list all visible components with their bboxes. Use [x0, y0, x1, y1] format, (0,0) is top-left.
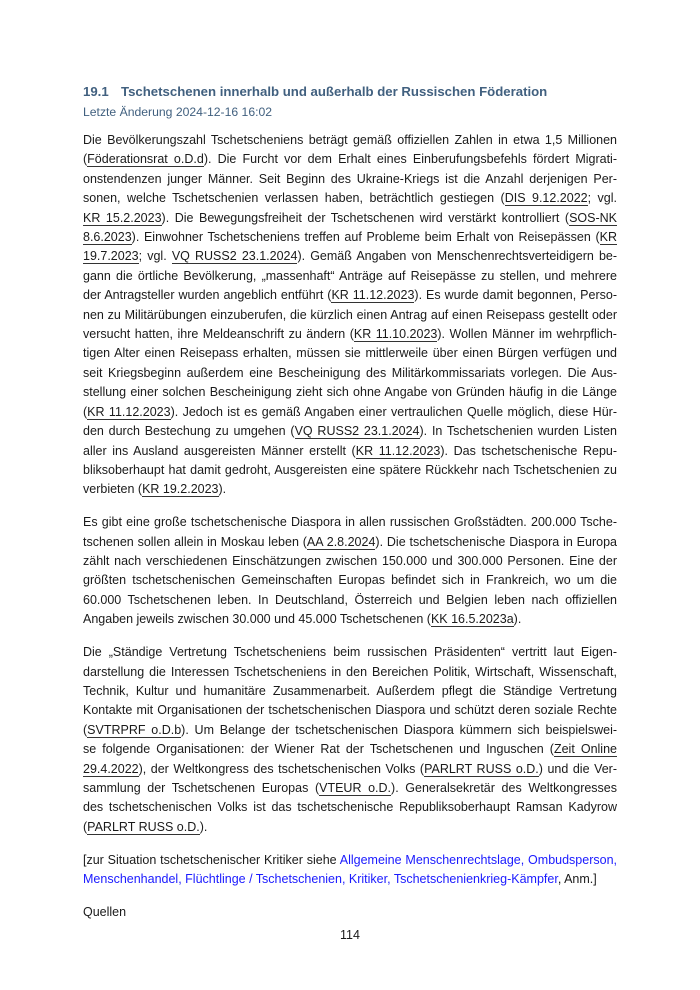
text-line [83, 228, 617, 247]
section-number: 19.1 [83, 84, 109, 99]
paragraph [83, 643, 617, 837]
citation-link[interactable]: KR 11.10.2023 [353, 327, 438, 342]
text-segment: ). Jedoch ist es gemäß Angaben einer vertraulichen Quelle möglich, diese Hür- [170, 404, 617, 419]
text-segment: ). [513, 612, 522, 627]
text-segment: ). [199, 819, 208, 834]
text-segment: Kontakte mit Organisationen der tschetschenischen Diaspora und schützt deren soziale Rechte [83, 703, 617, 718]
text-segment: ) und die Ver- [538, 761, 617, 776]
text-segment: se folgende Organisationen: der Wiener Rat der Tschetschenen und Inguschen ( [83, 742, 554, 757]
text-segment: versucht hatten, ihre Meldeanschrift zu ändern ( [83, 327, 354, 342]
text-line [83, 480, 617, 499]
section-heading [83, 82, 617, 102]
text-segment: ), der Weltkongress des tschetschenischen Volks ( [138, 761, 425, 776]
text-segment: Es gibt eine große tschetschenische Diaspora in allen russischen Großstädten. 200.000 Tsche- [83, 515, 617, 530]
citation-link[interactable]: SOS-NK [569, 210, 617, 225]
text-segment: ). Generalsekretär des Weltkongresses [391, 781, 618, 795]
page-number: 114 [340, 928, 360, 942]
text-segment: ; vgl. [138, 249, 172, 264]
document-page [83, 82, 617, 922]
citation-link[interactable]: Föderationsrat o.D.d [87, 152, 204, 167]
text-line [83, 682, 617, 701]
text-segment: sonen, welche Tschetschenien verlassen haben, beträchtlich gestiegen ( [83, 191, 505, 206]
text-line [83, 422, 617, 441]
text-segment: Die „Ständige Vertretung Tschetscheniens beim russischen Präsidenten“ vertritt laut Eigen- [83, 645, 617, 660]
text-line [83, 306, 617, 325]
text-segment: ( [83, 404, 88, 419]
text-segment: gann die örtliche Bevölkerung, „massenhaft“ Anträge auf Reisepässe zu stellen, und mehrere [83, 268, 617, 283]
text-segment: seit Kriegsbeginn außerdem eine Bescheinigung des Militärkommissariats vorlegen. Die Aus- [83, 365, 617, 380]
text-segment: ). Einwohner Tschetscheniens treffen auf Probleme beim Erhalt von Reisepässen ( [131, 230, 600, 245]
paragraph [83, 513, 617, 629]
text-segment: tigen Alter einen Reisepass erhalten, müssen sie mittlerweile über einen Bürgen verfügen und [83, 346, 617, 361]
text-segment: Angaben jeweils zwischen 30.000 und 45.000 Tschetschenen ( [83, 612, 431, 627]
text-segment: ( [83, 819, 88, 834]
text-line [83, 610, 617, 629]
citation-link[interactable]: KR 15.2.2023 [83, 210, 162, 225]
citation-link[interactable]: KR 11.12.2023 [331, 288, 415, 303]
text-segment: den durch Bestechung zu umgehen ( [83, 424, 295, 439]
citation-link[interactable]: PARLRT RUSS o.D. [87, 819, 200, 834]
text-segment: ( [83, 722, 88, 737]
text-line [83, 591, 617, 610]
text-line [83, 442, 617, 461]
text-line [83, 267, 617, 286]
text-segment: darstellung die Interessen Tschetscheniens in den Bereichen Politik, Wirtschaft, Wissenschaft, [83, 664, 617, 679]
text-segment: nen zu Militärübungen einzuberufen, die kürzlich einen Antrag auf einen Reisepass gestellt oder [83, 307, 617, 322]
citation-link[interactable]: KK 16.5.2023a [430, 612, 514, 627]
text-segment: ; vgl. [587, 191, 618, 206]
text-segment: bliksoberhaupt hat damit gedroht, Ausgereisten eine spätere Rückkehr nach Tschetschenien zu [83, 462, 617, 477]
text-segment: ). Um Belange der tschetschenischen Diaspora kümmern sich beispielswei- [181, 722, 618, 737]
text-line [83, 571, 617, 590]
text-line [83, 461, 617, 480]
text-line [83, 552, 617, 571]
text-line [83, 533, 617, 552]
citation-link[interactable]: 29.4.2022 [83, 761, 139, 776]
text-line [83, 383, 617, 402]
text-line [83, 209, 617, 228]
body-text [83, 131, 617, 890]
text-segment: tschenen sollen allein in Moskau leben ( [83, 534, 307, 549]
text-line [83, 798, 617, 817]
paragraph [83, 851, 617, 890]
citation-link[interactable]: KR 11.12.2023 [87, 404, 171, 419]
text-segment: ). [218, 482, 227, 497]
text-line [83, 851, 617, 870]
text-segment: ). Die tschetschenische Diaspora in Europa [375, 534, 617, 549]
citation-link[interactable]: SVTRPRF o.D.b [87, 722, 182, 737]
text-line [83, 870, 617, 889]
text-segment: 60.000 Tschetschenen leben. In Deutschland, Österreich und Belgien leben nach offiziellen [83, 592, 617, 607]
last-change-date: Letzte Änderung 2024-12-16 16:02 [83, 105, 273, 119]
text-line [83, 643, 617, 662]
text-line [83, 150, 617, 169]
text-segment: aller ins Ausland ausgereisten Männer erstellt ( [83, 443, 356, 458]
text-segment: ). Es wurde damit begonnen, Perso- [414, 288, 617, 303]
text-line [83, 779, 617, 798]
text-line [83, 247, 617, 266]
text-line [83, 663, 617, 682]
citation-link[interactable]: KR 11.12.2023 [355, 443, 441, 458]
text-segment: Technik, Kultur und humanitäre Zusammenarbeit. Außerdem pflegt die Ständige Vertretung [83, 683, 617, 698]
cross-reference-link[interactable]: Menschenhandel, Flüchtlinge / Tschetschenien, Kritiker, Tschetschenienkrieg-Kämpfer [83, 872, 558, 887]
text-segment: zählt nach verschiedenen Einschätzungen zwischen 150.000 und 300.000 Personen. Eine der [83, 554, 617, 569]
text-line [83, 325, 617, 344]
text-segment: onstendenzen junger Männer. Seit Beginn des Ukraine-Kriegs ist die Anzahl derjenigen Per- [83, 171, 617, 186]
text-segment: stellung einer solchen Bescheinigung zieht sich ohne Angabe von Gründen häufig in die Länge [83, 385, 617, 400]
text-line [83, 170, 617, 189]
citation-link[interactable]: 19.7.2023 [83, 249, 139, 264]
citation-link[interactable]: VTEUR o.D. [319, 781, 392, 795]
text-segment: ). Wollen Männer im wehrpflich- [437, 327, 617, 342]
text-line [83, 403, 617, 422]
text-segment: ( [83, 152, 88, 167]
text-line [83, 364, 617, 383]
section-title: Tschetschenen innerhalb und außerhalb der Russischen Föderation [121, 84, 548, 99]
text-segment: ). In Tschetschenien wurden Listen [419, 424, 618, 439]
citation-link[interactable]: 8.6.2023 [83, 230, 132, 245]
text-line [83, 701, 617, 720]
citation-link[interactable]: DIS 9.12.2022 [504, 191, 588, 206]
text-line [83, 131, 617, 150]
citation-link[interactable]: KR [599, 230, 617, 245]
cross-reference-link[interactable]: Allgemeine Menschenrechtslage, Ombudsperson, [339, 852, 617, 867]
text-segment: [zur Situation tschetschenischer Kritiker siehe [83, 852, 340, 867]
citation-link[interactable]: PARLRT RUSS o.D. [424, 761, 539, 776]
text-line [83, 189, 617, 208]
text-segment: Die Bevölkerungszahl Tschetscheniens beträgt gemäß offiziellen Zahlen in etwa 1,5 Millionen [83, 133, 617, 147]
text-line [83, 818, 617, 837]
citation-link[interactable]: Zeit Online [553, 742, 617, 757]
text-line [83, 721, 617, 740]
text-line [83, 513, 617, 532]
text-segment: ). Die Furcht vor dem Erhalt eines Einberufungsbefehls fördert Migrati- [203, 152, 618, 167]
sources-label[interactable]: Quellen [83, 905, 127, 920]
text-segment: des tschetschenischen Volks ist das tschetschenische Republiksoberhaupt Ramsan Kadyrow [83, 800, 617, 815]
text-line [83, 760, 617, 779]
text-segment: der Antragsteller wurden angeblich entführt ( [83, 288, 332, 303]
paragraph [83, 131, 617, 500]
text-segment: ). Gemäß Angaben von Menschenrechtsverteidigern be- [297, 249, 618, 264]
text-segment: ). Das tschetschenische Repu- [440, 443, 618, 458]
citation-link[interactable]: AA 2.8.2024 [306, 534, 376, 549]
text-line [83, 344, 617, 363]
text-segment: sammlung der Tschetschenen Europas ( [83, 781, 320, 795]
text-segment: , Anm.] [557, 872, 597, 887]
text-segment: ). Die Bewegungsfreiheit der Tschetschenen wird verstärkt kontrolliert ( [161, 210, 570, 225]
text-line [83, 740, 617, 759]
text-segment: verbieten ( [83, 482, 143, 497]
citation-link[interactable]: VQ RUSS2 23.1.2024 [294, 424, 420, 439]
citation-link[interactable]: VQ RUSS2 23.1.2024 [171, 249, 298, 264]
text-segment: größten tschetschenischen Gemeinschaften Europas befindet sich in Frankreich, wo um die [83, 573, 617, 588]
citation-link[interactable]: KR 19.2.2023 [142, 482, 219, 497]
text-line [83, 286, 617, 305]
